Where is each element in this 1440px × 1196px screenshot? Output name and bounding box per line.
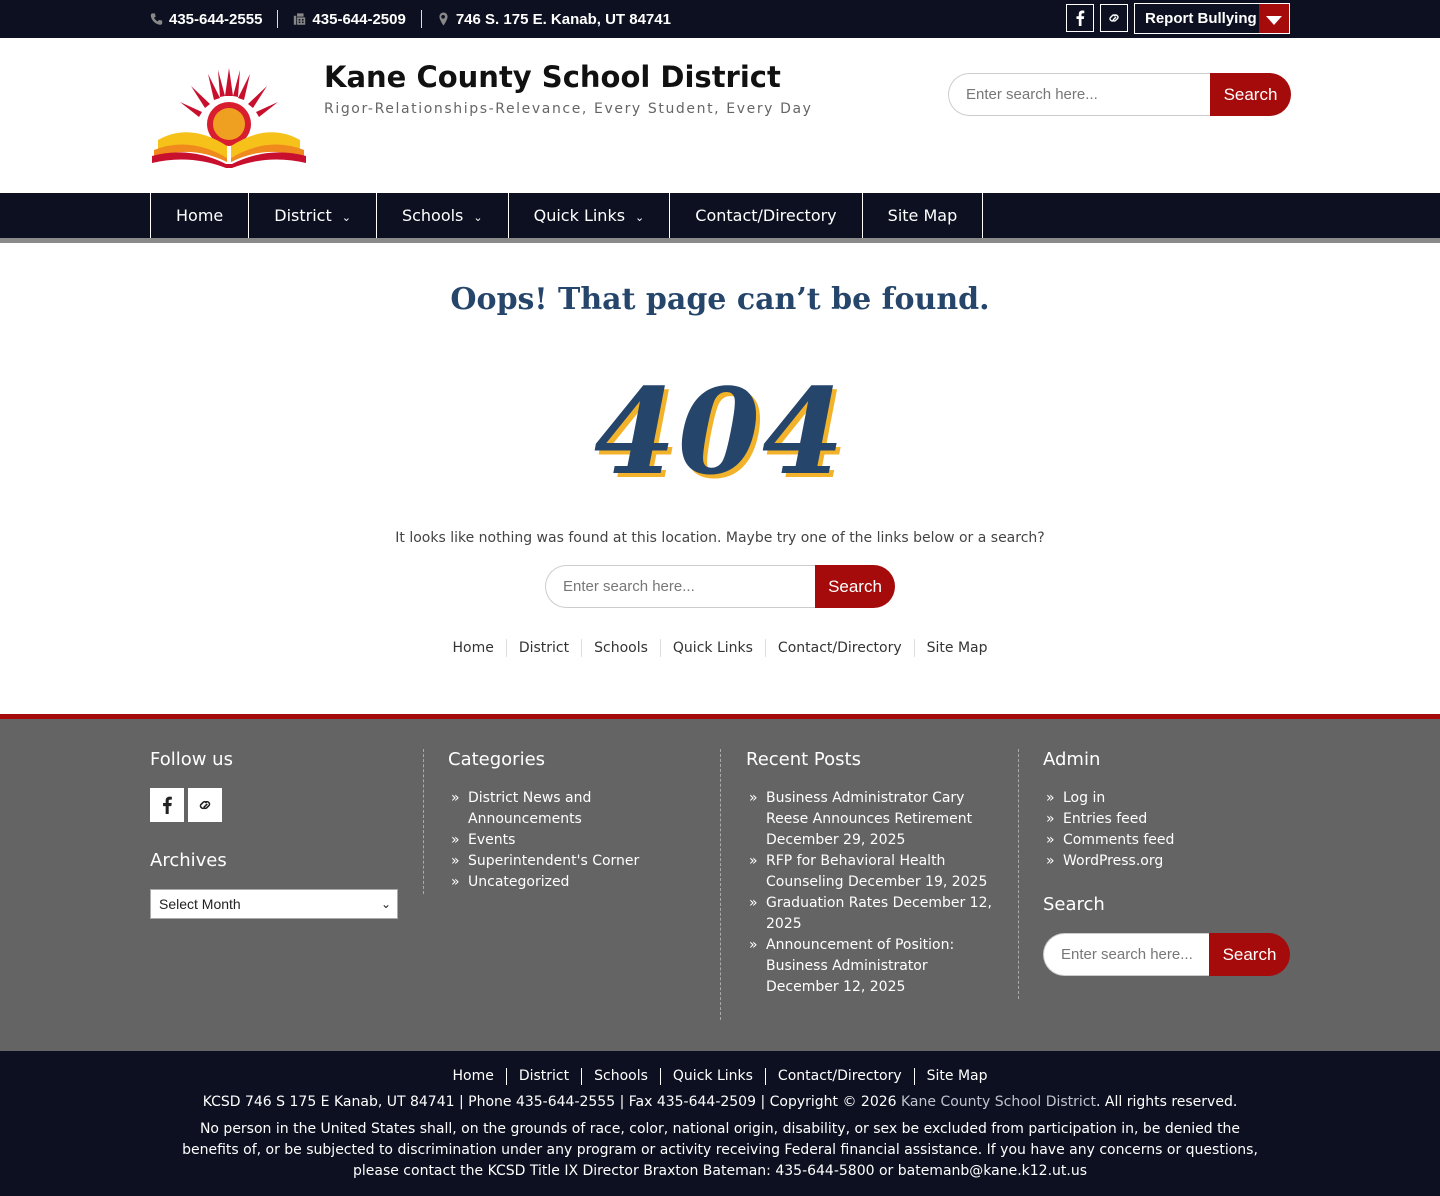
link-button[interactable] xyxy=(1100,4,1128,32)
bottom-link-contact-directory[interactable]: Contact/Directory xyxy=(766,1068,915,1085)
recent-post-link[interactable]: » Announcement of Position: Business Administrator December 12, 2025 xyxy=(746,935,996,998)
footer-search-form xyxy=(1043,933,1293,976)
nav-item-home[interactable] xyxy=(151,193,249,238)
phone-number: 435-644-2555 xyxy=(169,10,263,28)
recent-post-link[interactable]: » RFP for Behavioral Health Counseling December 19, 2025 xyxy=(746,851,996,893)
nav-item-label: Contact/Directory xyxy=(695,206,837,225)
archives-heading: Archives xyxy=(150,850,227,871)
link-site-map[interactable]: Site Map xyxy=(926,640,988,656)
footer-separator xyxy=(1018,749,1019,999)
top-bar xyxy=(0,0,1440,38)
header-search-input[interactable] xyxy=(948,73,1210,116)
fax-icon xyxy=(293,12,306,26)
bottom-link-schools[interactable]: Schools xyxy=(582,1068,661,1085)
top-social xyxy=(1066,4,1128,32)
site-tagline: Rigor-Relationships-Relevance, Every Student, Every Day xyxy=(324,101,813,117)
contact-info xyxy=(150,0,701,38)
bottom-link-home[interactable]: Home xyxy=(440,1068,506,1085)
footer-col-admin xyxy=(1043,749,1293,976)
nav-item-label: Home xyxy=(176,206,224,225)
main-nav xyxy=(0,193,1440,238)
copyright-suffix: . All rights reserved. xyxy=(1095,1094,1238,1110)
archives-select-value: Select Month xyxy=(159,896,241,912)
footer-search-input[interactable] xyxy=(1043,933,1209,976)
address-text: 746 S. 175 E. Kanab, UT 84741 xyxy=(455,10,671,28)
caret-down-icon[interactable] xyxy=(1259,4,1289,33)
link-district[interactable]: District xyxy=(507,639,582,657)
footer-social xyxy=(150,788,400,822)
chevron-down-icon: ⌄ xyxy=(635,210,645,224)
nav-item-schools[interactable] xyxy=(377,193,509,238)
main-search-button[interactable]: Search xyxy=(815,565,895,608)
nav-item-site-map[interactable] xyxy=(863,193,984,238)
nav-item-district[interactable] xyxy=(249,193,377,238)
main-search-input[interactable] xyxy=(545,565,815,608)
district-logo[interactable] xyxy=(150,66,308,170)
recent-posts-heading: Recent Posts xyxy=(746,749,861,770)
footer-separator xyxy=(720,749,721,1020)
archives-select[interactable] xyxy=(150,889,398,919)
copyright-prefix: KCSD 746 S 175 E Kanab, UT 84741 | Phone 435-644-2555 | Fax 435-644-2509 | Copyright © 2026 xyxy=(202,1094,901,1110)
link-contact-directory[interactable]: Contact/Directory xyxy=(766,639,915,657)
footer-facebook-button[interactable] xyxy=(150,788,184,822)
admin-link-comments-feed[interactable]: » Comments feed xyxy=(1043,830,1293,851)
categories-heading: Categories xyxy=(448,749,546,770)
error-code: 404 xyxy=(593,362,847,501)
admin-link-wordpress[interactable]: » WordPress.org xyxy=(1043,851,1293,872)
recent-post-link[interactable]: » Business Administrator Cary Reese Announces Retirement December 29, 2025 xyxy=(746,788,996,851)
follow-heading: Follow us xyxy=(150,749,233,770)
report-bullying-label: Report Bullying xyxy=(1145,10,1257,27)
page-title: Oops! That page can’t be found. xyxy=(450,282,990,317)
nav-item-quick-links[interactable] xyxy=(509,193,671,238)
nav-item-label: Quick Links xyxy=(533,206,626,225)
facebook-icon xyxy=(1072,10,1088,26)
facebook-button[interactable] xyxy=(1066,4,1094,32)
link-quick-links[interactable]: Quick Links xyxy=(661,639,766,657)
bottom-link-district[interactable]: District xyxy=(507,1068,582,1085)
phone-item xyxy=(150,10,278,28)
footer-search-heading: Search xyxy=(1043,894,1105,915)
copyright-line xyxy=(0,1094,1440,1110)
nav-item-label: Site Map xyxy=(887,206,958,225)
recent-post-link[interactable]: » Graduation Rates December 12, 2025 xyxy=(746,893,996,935)
footer-link-button[interactable] xyxy=(188,788,222,822)
admin-link-entries-feed[interactable]: » Entries feed xyxy=(1043,809,1293,830)
bottom-link-quick-links[interactable]: Quick Links xyxy=(661,1068,766,1085)
footer-separator xyxy=(423,749,424,894)
bottom-link-site-map[interactable]: Site Map xyxy=(926,1068,988,1084)
admin-link-log-in[interactable]: » Log in xyxy=(1043,788,1293,809)
main-quick-links xyxy=(0,639,1440,657)
nav-divider xyxy=(0,238,1440,243)
footer-col-follow xyxy=(150,749,400,919)
link-home[interactable]: Home xyxy=(440,639,506,657)
category-link[interactable]: » Uncategorized xyxy=(448,872,708,893)
nav-item-contact-directory[interactable] xyxy=(670,193,862,238)
chevron-down-icon: ⌄ xyxy=(341,210,351,224)
copyright-link[interactable]: Kane County School District xyxy=(901,1094,1096,1110)
fax-number: 435-644-2509 xyxy=(312,10,406,28)
footer-search-button[interactable]: Search xyxy=(1209,933,1290,976)
category-link[interactable]: » Superintendent's Corner xyxy=(448,851,708,872)
admin-heading: Admin xyxy=(1043,749,1101,770)
map-pin-icon xyxy=(437,12,450,26)
category-link[interactable]: » Events xyxy=(448,830,708,851)
report-bullying-dropdown[interactable] xyxy=(1134,3,1290,34)
footer-col-categories xyxy=(448,749,708,893)
phone-icon xyxy=(150,12,163,26)
facebook-icon xyxy=(158,796,176,814)
link-icon xyxy=(1106,10,1122,26)
main-search-form xyxy=(545,565,895,608)
address-item xyxy=(437,10,686,28)
link-icon xyxy=(196,796,214,814)
bottom-bar xyxy=(0,1051,1440,1196)
nav-item-label: District xyxy=(274,206,332,225)
not-found-message: It looks like nothing was found at this location. Maybe try one of the links below or a search? xyxy=(395,530,1045,546)
header-search-button[interactable]: Search xyxy=(1210,73,1291,116)
chevron-down-icon: ⌄ xyxy=(380,897,391,911)
bottom-nav xyxy=(0,1068,1440,1085)
nondiscrimination-notice: No person in the United States shall, on the grounds of race, color, national origin, disability, or sex be excluded from participation in, be denied the benefits of, or be subjected to discrimination under any program or activity receiving Federal financial assistance. If you have any concerns or questions, please contact the KCSD Title IX Director Braxton Bateman: 435-644-5800 or batemanb@kane.k12.ut.us xyxy=(182,1121,1258,1179)
link-schools[interactable]: Schools xyxy=(582,639,661,657)
site-title[interactable]: Kane County School District xyxy=(324,60,781,94)
header-search-form xyxy=(948,73,1291,116)
chevron-down-icon: ⌄ xyxy=(473,210,483,224)
footer-widgets xyxy=(0,719,1440,1051)
nav-item-label: Schools xyxy=(401,206,464,225)
category-link[interactable]: » District News and Announcements xyxy=(448,788,708,830)
fax-item xyxy=(293,10,421,28)
footer-col-recent-posts xyxy=(746,749,996,998)
